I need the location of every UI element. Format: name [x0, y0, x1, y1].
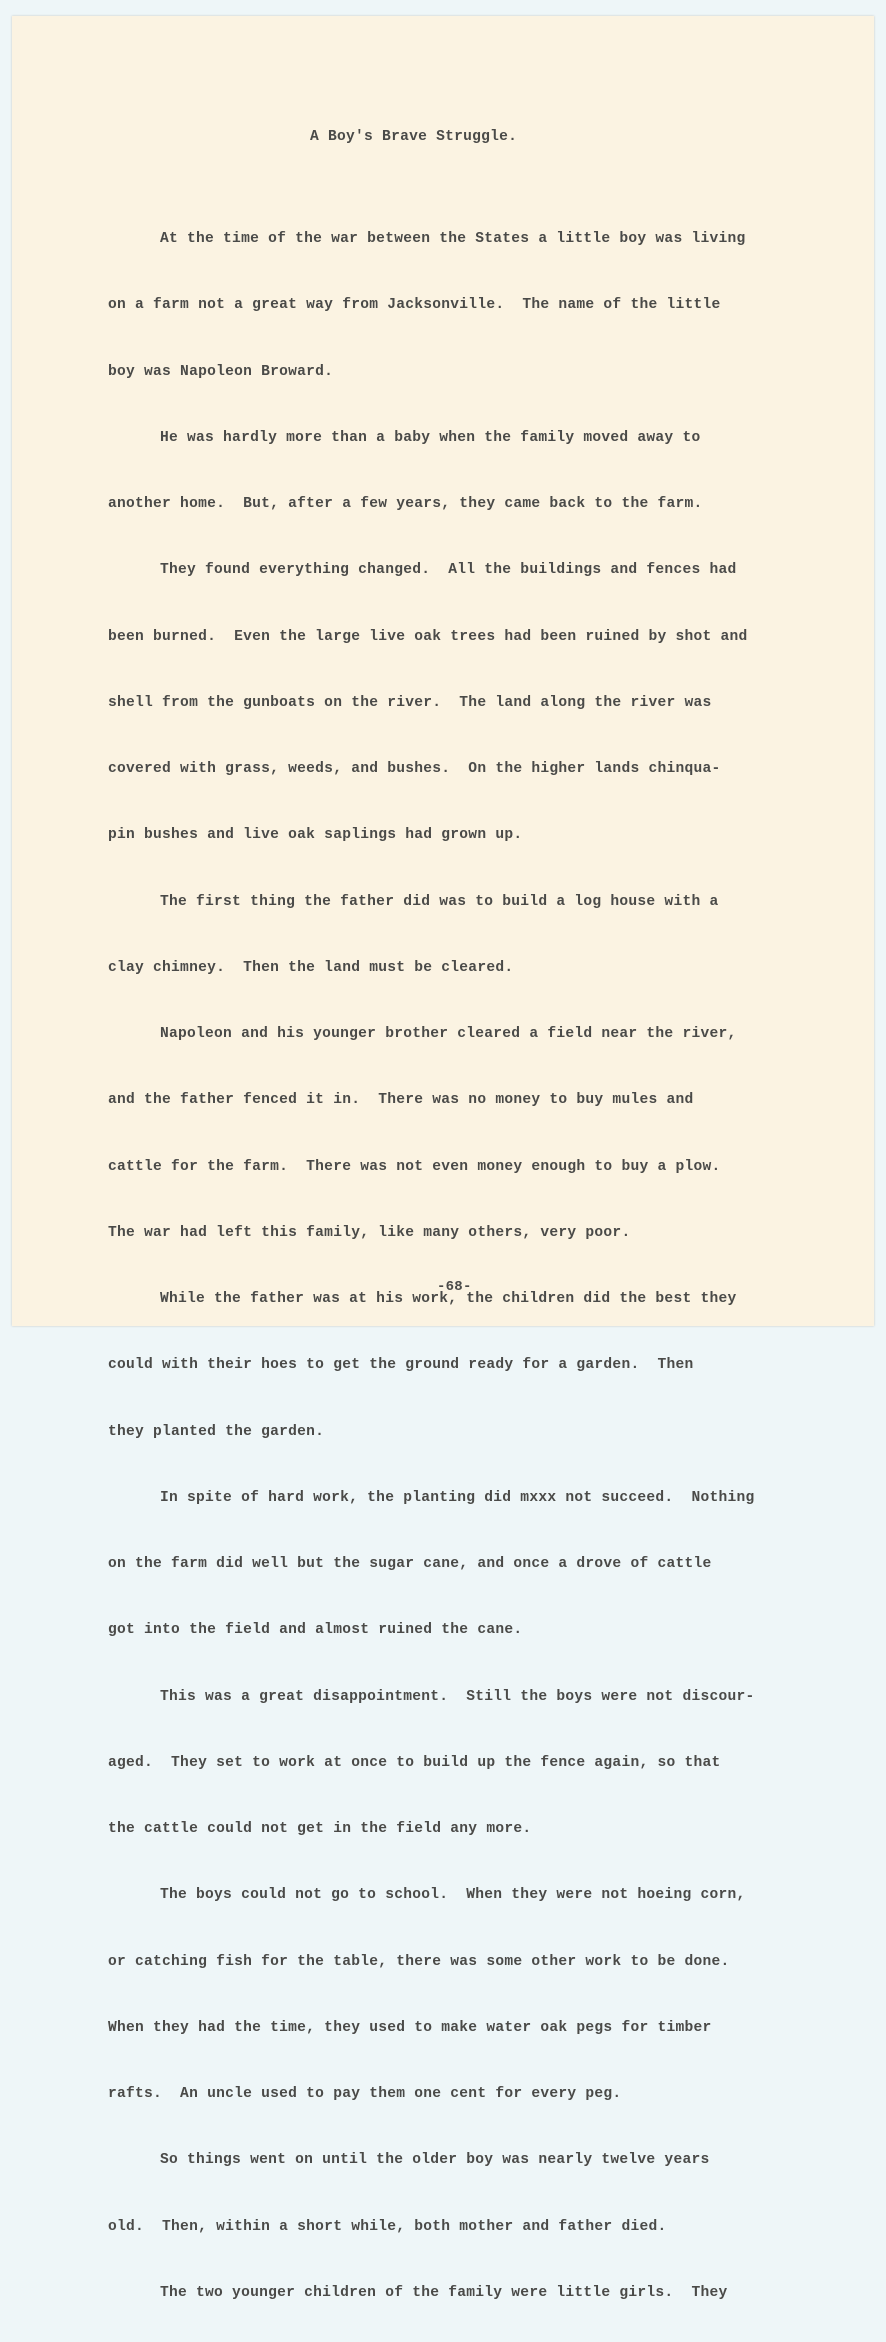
- text-line: At the time of the war between the States a little boy was living: [160, 231, 746, 247]
- typed-page: [12, 16, 874, 2301]
- text-line: The first thing the father did was to build a log house with a: [160, 893, 719, 910]
- text-line: So things went on until the older boy was nearly twelve years: [160, 2152, 710, 2169]
- text-line: clay chimney. Then the land must be cleared.: [108, 959, 514, 976]
- text-line: In spite of hard work, the planting did mxxx not succeed. Nothing: [160, 1489, 755, 1506]
- text-line: another home. But, after a few years, they came back to the farm.: [108, 496, 703, 512]
- text-line: got into the field and almost ruined the cane.: [108, 1622, 523, 1639]
- text-line: on the farm did well but the sugar cane, and once a drove of cattle: [108, 1556, 712, 1572]
- text-line: covered with grass, weeds, and bushes. On the higher lands chinqua-: [108, 761, 721, 777]
- text-line: When they had the time, they used to make water oak pegs for timber: [108, 2019, 712, 2036]
- text-line: The war had left this family, like many others, very poor.: [108, 1224, 631, 1241]
- text-line: pin bushes and live oak saplings had grown up.: [108, 827, 523, 844]
- text-line: been burned. Even the large live oak trees had been ruined by shot and: [108, 628, 748, 645]
- page-number: -68-: [437, 1279, 472, 1295]
- text-line: and the father fenced it in. There was no money to buy mules and: [108, 1092, 694, 1109]
- text-line: could with their hoes to get the ground ready for a garden. Then: [108, 1357, 694, 1374]
- text-line: cattle for the farm. There was not even money enough to buy a plow.: [108, 1158, 721, 1175]
- text-line: the cattle could not get in the field any more.: [108, 1821, 532, 1837]
- text-line: Napoleon and his younger brother cleared a field near the river,: [160, 1026, 737, 1042]
- text-line: The boys could not go to school. When they were not hoeing corn,: [160, 1887, 746, 1904]
- text-line: old. Then, within a short while, both mother and father died.: [108, 2218, 667, 2235]
- text-line: they planted the garden.: [108, 1423, 325, 1440]
- text-line: This was a great disappointment. Still the boys were not discour-: [160, 1688, 755, 1705]
- text-line: He was hardly more than a baby when the family moved away to: [160, 429, 701, 446]
- text-line: shell from the gunboats on the river. The land along the river was: [108, 694, 712, 711]
- text-line: While the father was at his work, the children did the best they: [160, 1291, 737, 1307]
- text-line: boy was Napoleon Broward.: [108, 363, 334, 380]
- text-line: They found everything changed. All the buildings and fences had: [160, 562, 737, 579]
- typed-body: [108, 190, 848, 2342]
- text-line: aged. They set to work at once to build up the fence again, so that: [108, 1754, 721, 1771]
- text-line: or catching fish for the table, there was some other work to be done.: [108, 1953, 730, 1970]
- text-line: The two younger children of the family were little girls. They: [160, 2284, 728, 2301]
- page-title: A Boy's Brave Struggle.: [310, 129, 518, 145]
- text-line: rafts. An uncle used to pay them one cent for every peg.: [108, 2086, 622, 2102]
- text-line: on a farm not a great way from Jacksonville. The name of the little: [108, 297, 721, 314]
